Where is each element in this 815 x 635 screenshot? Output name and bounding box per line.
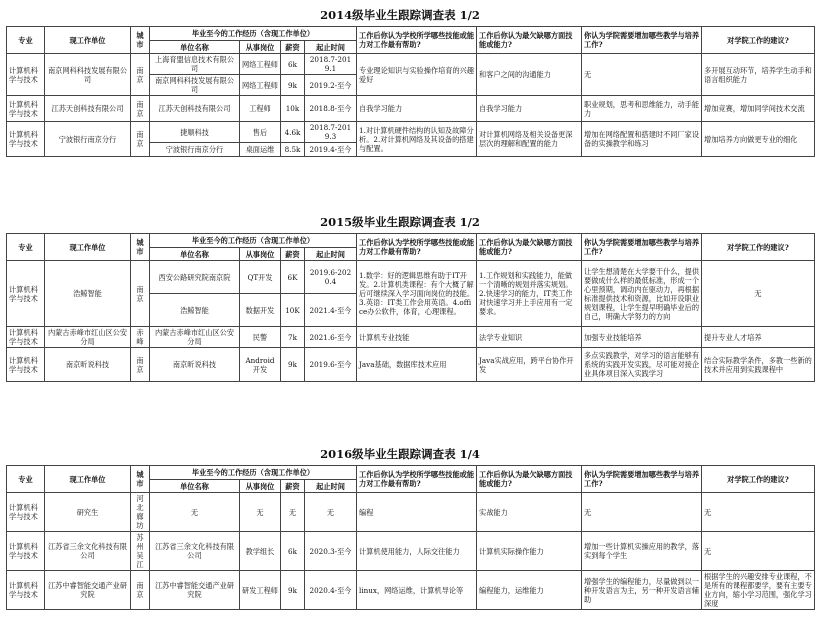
cell-unit-name: 南京网科科技发展有限公司 <box>150 75 240 96</box>
cell-salary: 10K <box>281 294 305 327</box>
header-city: 城市 <box>131 27 150 54</box>
header-salary: 薪资 <box>281 248 305 261</box>
cell-q3: 多点实践教学，对学习的语言能够有系统的实践开发实践，尽可能对接企业具体项目深入实践学习 <box>582 348 702 382</box>
header-major: 专业 <box>7 27 45 54</box>
table-row <box>7 327 815 348</box>
header-period: 起止时间 <box>305 480 357 493</box>
section-title: 2014级毕业生跟踪调查表 1/2 <box>320 8 480 22</box>
cell-major: 计算机科学与技术 <box>7 54 45 96</box>
cell-employer: 南京网科科技发展有限公司 <box>45 54 131 96</box>
table-row <box>7 571 815 610</box>
header-position: 从事岗位 <box>240 41 281 54</box>
cell-salary: 4.6k <box>281 122 305 143</box>
cell-salary: 7k <box>281 327 305 348</box>
cell-q1: 专业理论知识与实验操作培育的兴趣爱好 <box>357 54 477 96</box>
cell-major: 计算机科学与技术 <box>7 348 45 382</box>
header-city: 城市 <box>131 466 150 493</box>
cell-q3: 无 <box>582 493 702 532</box>
cell-salary: 无 <box>281 493 305 532</box>
table-row <box>7 54 815 75</box>
header-employer: 现工作单位 <box>45 466 131 493</box>
header-q2-lacking-skills: 工作后你认为最欠缺哪方面技能或能力? <box>477 234 582 261</box>
cell-city: 南京 <box>131 261 150 327</box>
cell-employer: 江苏省三余文化科技有限公司 <box>45 532 131 571</box>
table-row <box>7 348 815 382</box>
cell-q4: 增加竞赛，增加同学间技术交流 <box>702 96 815 122</box>
cell-unit-name: 无 <box>150 493 240 532</box>
cell-q4: 多开展互动环节，培养学生动手和语言组织能力 <box>702 54 815 96</box>
survey-table <box>6 465 815 610</box>
cell-q1: 自我学习能力 <box>357 96 477 122</box>
cell-major: 计算机科学与技术 <box>7 493 45 532</box>
cell-q4: 无 <box>702 493 815 532</box>
header-major: 专业 <box>7 234 45 261</box>
cell-city: 苏州吴江 <box>131 532 150 571</box>
cell-unit-name: 内蒙古赤峰市红山区公安分局 <box>150 327 240 348</box>
cell-salary: 10k <box>281 96 305 122</box>
cell-position: 数据开发 <box>240 294 281 327</box>
cell-unit-name: 江苏中睿智能交通产业研究院 <box>150 571 240 610</box>
survey-table <box>6 233 815 382</box>
cell-q3: 增强学生的编程能力，尽量做到以一种开发语言为主，另一种开发语言辅助 <box>582 571 702 610</box>
cell-q1: 1.数学：好的逻辑思维有助于IT开发。2.计算机类课程：有个大概了解后可继续深入学习面向岗位的技能。3.英语：IT类工作会用英语。4.office办公软件，体育，心理课程。 <box>357 261 477 327</box>
cell-major: 计算机科学与技术 <box>7 261 45 327</box>
cell-position: 售后 <box>240 122 281 143</box>
cell-period: 2018.8-至今 <box>305 96 357 122</box>
header-unit-name: 单位名称 <box>150 480 240 493</box>
cell-major: 计算机科学与技术 <box>7 122 45 157</box>
cell-q4: 根据学生的兴趣安排专业课程，不是所有的课程都要学，要有主要专业方向，缩小学习范围，强化学习深度 <box>702 571 815 610</box>
section-title: 2015级毕业生跟踪调查表 1/2 <box>320 215 480 229</box>
cell-salary: 6k <box>281 54 305 75</box>
header-salary: 薪资 <box>281 480 305 493</box>
cell-position: 无 <box>240 493 281 532</box>
cell-position: 教学组长 <box>240 532 281 571</box>
cell-q2: 对计算机网络及相关设备更深层次的理解和配置的能力 <box>477 122 582 157</box>
header-q1-helpful-skills: 工作后你认为学校所学哪些技能或能力对工作最有帮助? <box>357 234 477 261</box>
header-row <box>7 27 815 41</box>
cell-q1: Java基础，数据库技术应用 <box>357 348 477 382</box>
header-q3-teaching-needs: 你认为学院需要增加哪些教学与培养工作? <box>582 27 702 54</box>
cell-q4: 无 <box>702 532 815 571</box>
cell-q2: Java实战应用，跨平台协作开发 <box>477 348 582 382</box>
cell-q4: 结合实际教学条件，多教一些新的技术并应用到实践课程中 <box>702 348 815 382</box>
header-position: 从事岗位 <box>240 480 281 493</box>
survey-section <box>6 215 812 382</box>
cell-q2: 1.工作规划和实践能力，能做一个清晰的规划并落实规划。2.快速学习的能力，IT类工作对快速学习并上手应用有一定要求。 <box>477 261 582 327</box>
cell-unit-name: 上海育盟信息技术有限公司 <box>150 54 240 75</box>
cell-employer: 宁波银行南京分行 <box>45 122 131 157</box>
table-row <box>7 96 815 122</box>
cell-unit-name: 南京昕说科技 <box>150 348 240 382</box>
cell-period: 2019.2-至今 <box>305 75 357 96</box>
cell-major: 计算机科学与技术 <box>7 327 45 348</box>
cell-employer: 南京昕说科技 <box>45 348 131 382</box>
survey-section <box>6 447 812 610</box>
cell-period: 2021.6-至今 <box>305 327 357 348</box>
cell-unit-name: 捷顺科技 <box>150 122 240 143</box>
cell-period: 无 <box>305 493 357 532</box>
cell-position: QT开发 <box>240 261 281 294</box>
cell-unit-name: 宁波银行南京分行 <box>150 143 240 157</box>
header-employer: 现工作单位 <box>45 27 131 54</box>
cell-salary: 8.5k <box>281 143 305 157</box>
cell-city: 南京 <box>131 571 150 610</box>
cell-q1: 编程 <box>357 493 477 532</box>
cell-employer: 江苏天创科技有限公司 <box>45 96 131 122</box>
cell-q3: 职业规划，思考和思维能力，动手能力 <box>582 96 702 122</box>
header-unit-name: 单位名称 <box>150 248 240 261</box>
cell-major: 计算机科学与技术 <box>7 96 45 122</box>
cell-position: 网络工程师 <box>240 75 281 96</box>
cell-salary: 6K <box>281 261 305 294</box>
cell-q4: 无 <box>702 261 815 327</box>
cell-salary: 9k <box>281 348 305 382</box>
cell-q3: 增加一些计算机实操应用的教学，落实到每个学生 <box>582 532 702 571</box>
survey-table <box>6 26 815 157</box>
table-row <box>7 122 815 143</box>
cell-period: 2020.3-至今 <box>305 532 357 571</box>
cell-q2: 法学专业知识 <box>477 327 582 348</box>
cell-salary: 9k <box>281 75 305 96</box>
cell-city: 南京 <box>131 96 150 122</box>
cell-unit-name: 浩鲸智能 <box>150 294 240 327</box>
header-q2-lacking-skills: 工作后你认为最欠缺哪方面技能或能力? <box>477 27 582 54</box>
cell-salary: 6k <box>281 532 305 571</box>
survey-section <box>6 8 812 157</box>
cell-q2: 编程能力，运维能力 <box>477 571 582 610</box>
cell-q3: 无 <box>582 54 702 96</box>
cell-q1: 1.对计算机硬件结构的认知及故障分析。2.对计算机网络及其设备的搭建与配置。 <box>357 122 477 157</box>
cell-position: 工程师 <box>240 96 281 122</box>
header-major: 专业 <box>7 466 45 493</box>
header-row <box>7 466 815 480</box>
header-work-history: 毕业至今的工作经历（含现工作单位） <box>150 234 357 248</box>
cell-unit-name: 西安公路研究院南京院 <box>150 261 240 294</box>
header-work-history: 毕业至今的工作经历（含现工作单位） <box>150 466 357 480</box>
cell-period: 2018.7-2019.1 <box>305 54 357 75</box>
cell-q4: 增加培养方向做更专业的细化 <box>702 122 815 157</box>
header-q4-suggestions: 对学院工作的建议? <box>702 27 815 54</box>
cell-position: 网络工程师 <box>240 54 281 75</box>
cell-employer: 江苏中睿智能交通产业研究院 <box>45 571 131 610</box>
cell-position: 研发工程师 <box>240 571 281 610</box>
cell-q2: 和客户之间的沟通能力 <box>477 54 582 96</box>
cell-q2: 计算机实际操作能力 <box>477 532 582 571</box>
header-city: 城市 <box>131 234 150 261</box>
header-unit-name: 单位名称 <box>150 41 240 54</box>
header-work-history: 毕业至今的工作经历（含现工作单位） <box>150 27 357 41</box>
cell-q3: 加强专业技能培养 <box>582 327 702 348</box>
cell-q2: 自我学习能力 <box>477 96 582 122</box>
cell-q3: 增加在网络配置和搭建时不同厂家设备的实操教学和练习 <box>582 122 702 157</box>
cell-period: 2019.6-至今 <box>305 348 357 382</box>
cell-position: 民警 <box>240 327 281 348</box>
header-employer: 现工作单位 <box>45 234 131 261</box>
header-salary: 薪资 <box>281 41 305 54</box>
header-q4-suggestions: 对学院工作的建议? <box>702 234 815 261</box>
cell-major: 计算机科学与技术 <box>7 532 45 571</box>
cell-period: 2019.6-2020.4 <box>305 261 357 294</box>
table-row <box>7 532 815 571</box>
header-q4-suggestions: 对学院工作的建议? <box>702 466 815 493</box>
table-row <box>7 261 815 294</box>
cell-position: 桌面运维 <box>240 143 281 157</box>
cell-city: 南京 <box>131 54 150 96</box>
cell-q1: linux，网络运维，计算机导论等 <box>357 571 477 610</box>
cell-q1: 计算机使用能力，人际交往能力 <box>357 532 477 571</box>
header-q1-helpful-skills: 工作后你认为学校所学哪些技能或能力对工作最有帮助? <box>357 466 477 493</box>
cell-q3: 让学生想清楚在大学要干什么，提供要做成什么样的最低标准，形成一个心里预期，调动内在驱动力，再根据标准提供技术和资源，比如开设职业规划课程，让学生提早明确毕业后的自己，明确大学努力的方向 <box>582 261 702 327</box>
cell-period: 2019.4-至今 <box>305 143 357 157</box>
header-period: 起止时间 <box>305 41 357 54</box>
cell-city: 河北廊坊 <box>131 493 150 532</box>
header-position: 从事岗位 <box>240 248 281 261</box>
header-q3-teaching-needs: 你认为学院需要增加哪些教学与培养工作? <box>582 466 702 493</box>
cell-q2: 实战能力 <box>477 493 582 532</box>
cell-unit-name: 江苏天创科技有限公司 <box>150 96 240 122</box>
cell-employer: 浩鲸智能 <box>45 261 131 327</box>
cell-salary: 9k <box>281 571 305 610</box>
cell-q1: 计算机专业技能 <box>357 327 477 348</box>
cell-unit-name: 江苏省三余文化科技有限公司 <box>150 532 240 571</box>
header-row <box>7 234 815 248</box>
header-q2-lacking-skills: 工作后你认为最欠缺哪方面技能或能力? <box>477 466 582 493</box>
cell-employer: 内蒙古赤峰市红山区公安分局 <box>45 327 131 348</box>
header-period: 起止时间 <box>305 248 357 261</box>
header-q3-teaching-needs: 你认为学院需要增加哪些教学与培养工作? <box>582 234 702 261</box>
cell-period: 2018.7-2019.3 <box>305 122 357 143</box>
cell-period: 2020.4-至今 <box>305 571 357 610</box>
cell-major: 计算机科学与技术 <box>7 571 45 610</box>
cell-city: 南京 <box>131 348 150 382</box>
section-title: 2016级毕业生跟踪调查表 1/4 <box>320 447 480 461</box>
cell-period: 2021.4-至今 <box>305 294 357 327</box>
table-row <box>7 493 815 532</box>
cell-position: Android开发 <box>240 348 281 382</box>
cell-city: 赤峰 <box>131 327 150 348</box>
cell-city: 南京 <box>131 122 150 157</box>
cell-employer: 研究生 <box>45 493 131 532</box>
cell-q4: 提升专业人才培养 <box>702 327 815 348</box>
header-q1-helpful-skills: 工作后你认为学校所学哪些技能或能力对工作最有帮助? <box>357 27 477 54</box>
